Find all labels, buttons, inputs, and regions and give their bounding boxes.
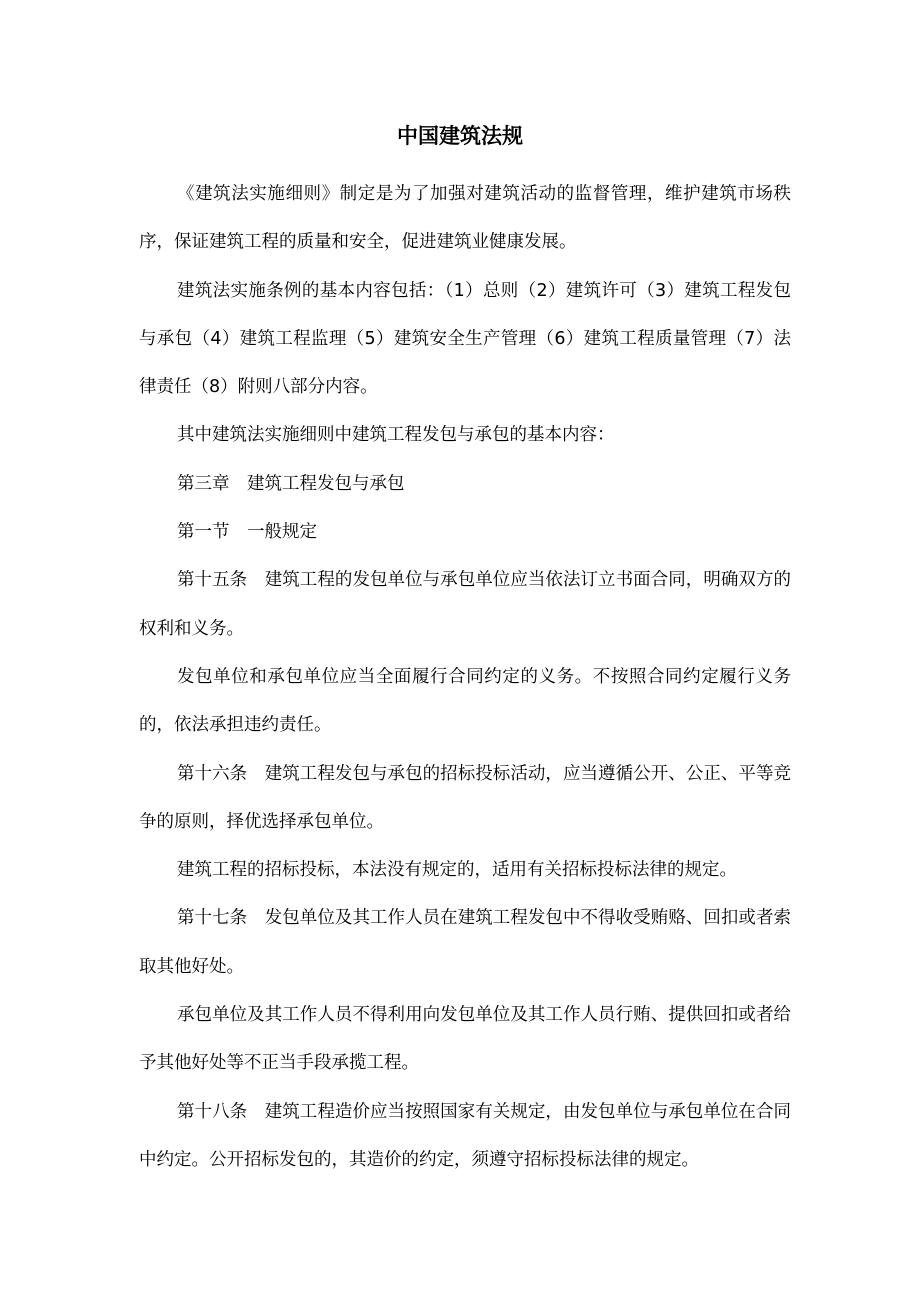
paragraph: 承包单位及其工作人员不得利用向发包单位及其工作人员行贿、提供回扣或者给予其他好处等不正当手段承揽工程。	[139, 1005, 791, 1074]
paragraph: 其中建筑法实施细则中建筑工程发包与承包的基本内容：	[177, 425, 615, 446]
article-15: 第十五条 建筑工程的发包单位与承包单位应当依法订立书面合同，明确双方的权利和义务。	[139, 570, 791, 639]
paragraph: 《建筑法实施细则》制定是为了加强对建筑活动的监督管理，维护建筑市场秩序，保证建筑工程的质量和安全，促进建筑业健康发展。	[139, 184, 791, 253]
section-heading: 第一节 一般规定	[177, 522, 317, 543]
article-16: 第十六条 建筑工程发包与承包的招标投标活动，应当遵循公开、公正、平等竞争的原则，择优选择承包单位。	[139, 763, 791, 832]
chapter-heading: 第三章 建筑工程发包与承包	[177, 473, 405, 494]
paragraph: 建筑工程的招标投标，本法没有规定的，适用有关招标投标法律的规定。	[177, 860, 737, 881]
paragraph: 建筑法实施条例的基本内容包括：（1）总则（2）建筑许可（3）建筑工程发包与承包（4）建筑工程监理（5）建筑安全生产管理（6）建筑工程质量管理（7）法律责任（8）附则八部分内容。	[139, 280, 791, 398]
article-18: 第十八条 建筑工程造价应当按照国家有关规定，由发包单位与承包单位在合同中约定。公开招标发包的，其造价的约定，须遵守招标投标法律的规定。	[139, 1101, 791, 1170]
article-17: 第十七条 发包单位及其工作人员在建筑工程发包中不得收受贿赂、回扣或者索取其他好处。	[139, 908, 791, 977]
paragraph: 发包单位和承包单位应当全面履行合同约定的义务。不按照合同约定履行义务的，依法承担违约责任。	[139, 666, 791, 736]
document-body	[139, 170, 791, 1184]
page-title: 中国建筑法规	[397, 124, 523, 148]
